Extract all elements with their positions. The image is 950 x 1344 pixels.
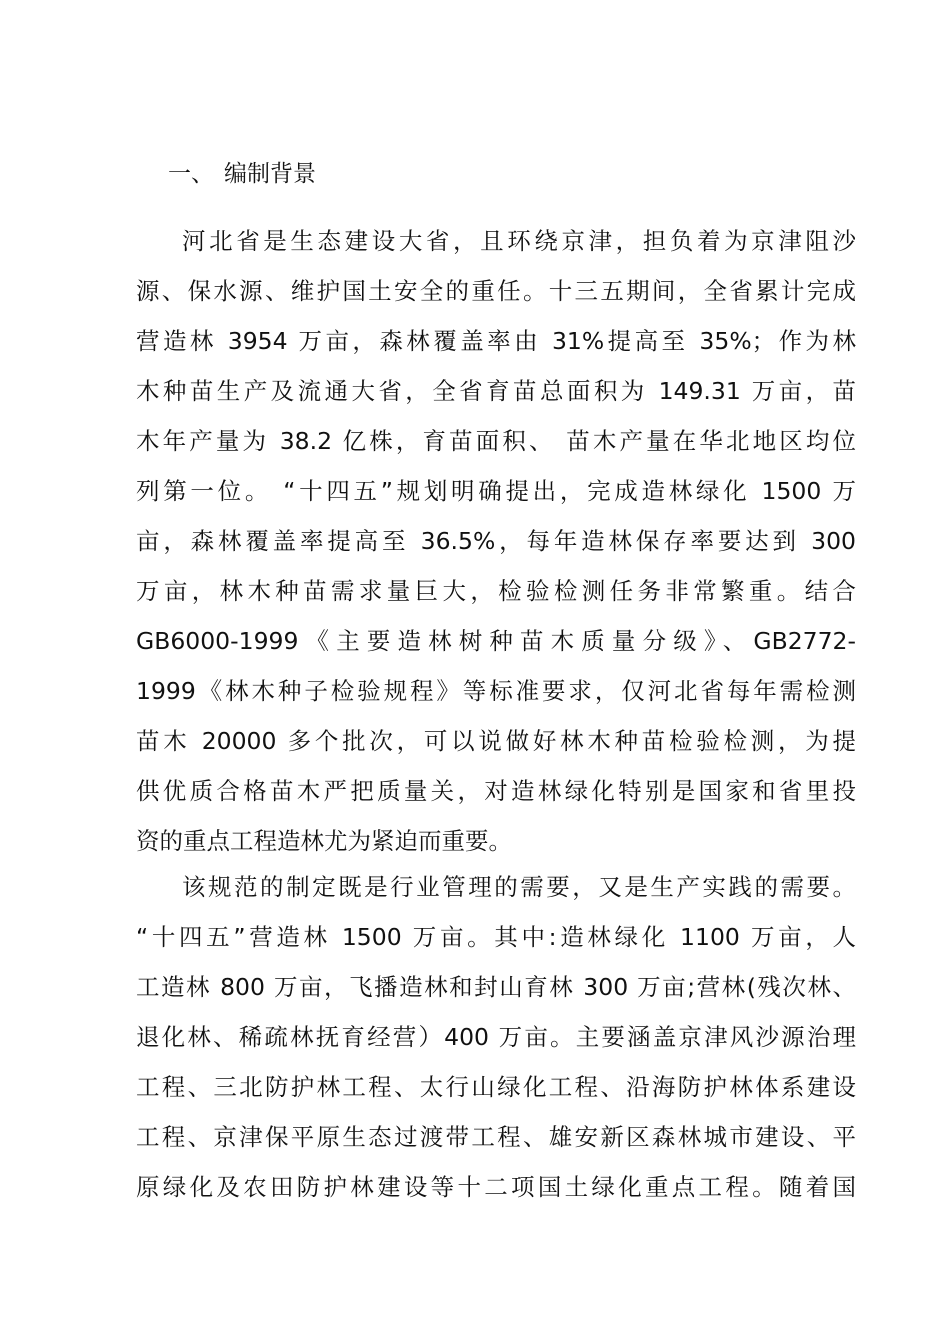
text-line: 苗木 20000 多个批次，可以说做好林木种苗检验检测，为提 <box>136 727 856 755</box>
text-line: 1999《林木种子检验规程》等标准要求，仅河北省每年需检测 <box>136 677 856 705</box>
section-heading <box>168 156 316 192</box>
text-line: 万亩，林木种苗需求量巨大，检验检测任务非常繁重。结合 <box>136 577 856 605</box>
paragraph-background <box>136 216 856 866</box>
text-line: 原绿化及农田防护林建设等十二项国土绿化重点工程。随着国 <box>136 1173 856 1201</box>
text-line: 供优质合格苗木严把质量关，对造林绿化特别是国家和省里投 <box>136 777 856 805</box>
section-number: 一、 <box>168 161 214 187</box>
text-line: GB6000-1999《主要造林树种苗木质量分级》、GB2772- <box>136 627 856 655</box>
paragraph-planning <box>136 862 856 1212</box>
text-line: 工程、京津保平原生态过渡带工程、雄安新区森林城市建设、平 <box>136 1123 856 1151</box>
text-line: 亩，森林覆盖率提高至 36.5%，每年造林保存率要达到 300 <box>136 527 856 555</box>
text-line: 木种苗生产及流通大省，全省育苗总面积为 149.31 万亩，苗 <box>136 377 856 405</box>
text-line: 资的重点工程造林尤为紧迫而重要。 <box>136 827 512 855</box>
section-title: 编制背景 <box>224 161 316 187</box>
text-line: 木年产量为 38.2 亿株，育苗面积、 苗木产量在华北地区均位 <box>136 427 856 455</box>
text-line: 营造林 3954 万亩，森林覆盖率由 31%提高至 35%；作为林 <box>136 327 856 355</box>
text-line: 该规范的制定既是行业管理的需要，又是生产实践的需要。 <box>182 873 856 901</box>
text-line: “十四五”营造林 1500 万亩。其中:造林绿化 1100 万亩，人 <box>136 923 856 951</box>
text-line: 列第一位。 “十四五”规划明确提出，完成造林绿化 1500 万 <box>136 477 856 505</box>
text-line: 源、保水源、维护国土安全的重任。十三五期间，全省累计完成 <box>136 277 856 305</box>
text-line: 退化林、稀疏林抚育经营）400 万亩。主要涵盖京津风沙源治理 <box>136 1023 856 1051</box>
text-line: 工造林 800 万亩，飞播造林和封山育林 300 万亩;营林(残次林、 <box>136 973 856 1001</box>
text-line: 河北省是生态建设大省，且环绕京津，担负着为京津阻沙 <box>182 227 856 255</box>
text-line: 工程、三北防护林工程、太行山绿化工程、沿海防护林体系建设 <box>136 1073 856 1101</box>
